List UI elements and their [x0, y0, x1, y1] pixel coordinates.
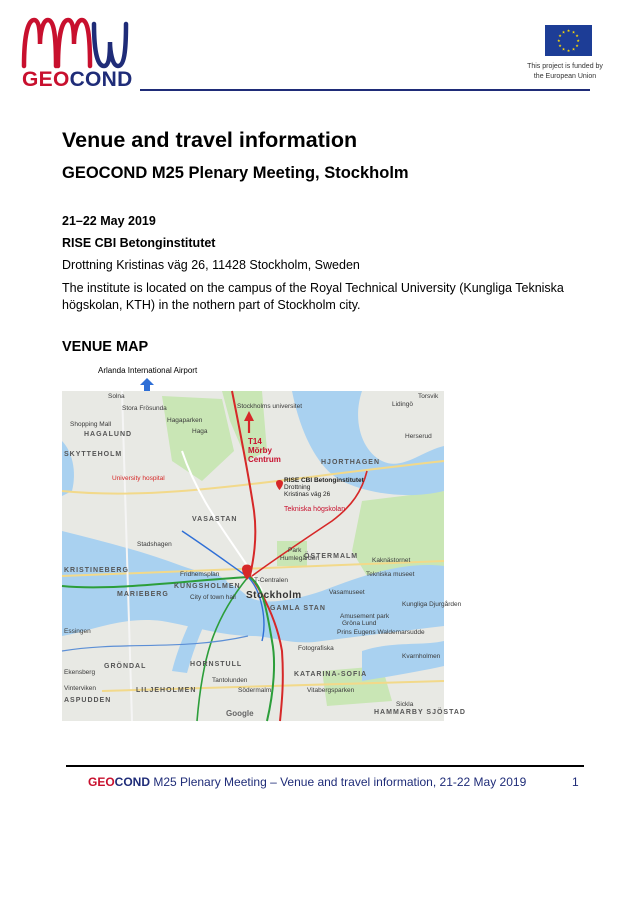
map-label-university-hospital: University hospital — [112, 475, 165, 482]
svg-text:★: ★ — [575, 33, 579, 38]
eu-note-line2: the European Union — [533, 73, 597, 80]
map-label-kristineberg: KRISTINEBERG — [64, 567, 129, 574]
map-label-essingen: Essingen — [64, 628, 91, 635]
logo-cond-text: COND — [69, 68, 133, 91]
map-label-ekensberg: Ekensberg — [64, 669, 96, 676]
eu-flag-icon — [545, 25, 592, 56]
map-label-tekniska-museet: Tekniska museet — [366, 571, 415, 578]
map-label-hornstull: HORNSTULL — [190, 661, 243, 668]
map-label-grona-lund: Gröna Lund — [342, 620, 377, 627]
logo-wordmark — [22, 68, 133, 92]
airport-label: Arlanda International Airport — [98, 366, 198, 375]
map-label-humlegarden: Humlegården — [280, 555, 320, 562]
venue-pin-label-line1: RISE CBI Betonginstitutet — [284, 477, 364, 484]
venue-map-heading: VENUE MAP — [62, 339, 149, 355]
footer-rule — [66, 765, 584, 767]
page-subtitle: GEOCOND M25 Plenary Meeting, Stockholm — [62, 164, 409, 182]
footer-geo: GEO — [88, 775, 115, 789]
map-label-park: Park — [288, 547, 302, 554]
map-label-amusement-park: Amusement park — [340, 613, 390, 620]
map-label-solna: Solna — [108, 393, 125, 400]
google-logo: Google — [226, 709, 254, 718]
map-label-kaknastornet: Kaknästornet — [372, 557, 411, 564]
venue-name: RISE CBI Betonginstitutet — [62, 236, 216, 250]
page-footer — [88, 775, 526, 789]
map-label-gamla-stan: GAMLA STAN — [270, 605, 326, 612]
svg-text:★: ★ — [571, 29, 576, 35]
map-label-aspudden: ASPUDDEN — [64, 697, 112, 704]
svg-text:★: ★ — [566, 28, 571, 33]
t14-label-line1: T14 — [248, 437, 262, 446]
footer-cond: COND — [114, 775, 151, 789]
header-rule — [140, 89, 590, 91]
map-label-fotografiska: Fotografiska — [298, 645, 334, 652]
map-label-vinterviken: Vinterviken — [64, 685, 97, 692]
map-label-vasamuseet: Vasamuseet — [329, 589, 365, 596]
map-label-kungliga-djurgarden: Kungliga Djurgården — [402, 601, 462, 608]
map-label-sickla: Sickla — [396, 701, 414, 708]
map-label-hammarby-sjostad: HAMMARBY SJÖSTAD — [374, 709, 466, 716]
svg-text:★: ★ — [557, 38, 561, 43]
venue-pin-label-line2: Drottning — [284, 484, 311, 491]
map-label-stadshagen: Stadshagen — [137, 541, 172, 548]
svg-text:★: ★ — [558, 33, 562, 38]
meeting-date: 21–22 May 2019 — [62, 214, 156, 228]
map-label-stora-frosunda: Stora Frösunda — [122, 405, 167, 412]
map-label-herserud: Herserud — [405, 433, 432, 440]
svg-text:★: ★ — [575, 43, 579, 48]
map-label-katarina-sofia: KATARINA-SOFIA — [294, 671, 368, 678]
map-label-city-hall: City of town hall — [190, 594, 236, 601]
map-label-vasastan: VASASTAN — [192, 516, 238, 523]
geocond-wave-icon — [18, 14, 140, 70]
map-label-kungsholmen: KUNGSHOLMEN — [174, 583, 241, 590]
map-label-ostermalm: ÖSTERMALM — [304, 553, 359, 560]
map-label-liljeholmen: LILJEHOLMEN — [136, 687, 197, 694]
venue-pin-label-line3: Kristinas väg 26 — [284, 491, 331, 498]
map-label-hagaparken: Hagaparken — [167, 417, 203, 424]
eu-note-line1: This project is funded by — [527, 63, 603, 70]
map-label-haga: Haga — [192, 428, 208, 435]
footer-text: M25 Plenary Meeting – Venue and travel information, 21-22 May 2019 — [150, 775, 527, 789]
t14-label-line3: Centrum — [248, 455, 281, 464]
map-label-centralen: T-Centralen — [254, 577, 288, 584]
map-label-stockholm-universitet: Stockholms universitet — [237, 403, 303, 410]
map-label-skytteholm: SKYTTEHOLM — [64, 451, 123, 458]
map-label-prins-eugens: Prins Eugens Waldemarsudde — [337, 629, 425, 636]
venue-map[interactable] — [62, 391, 466, 721]
eu-funding-note — [520, 62, 610, 82]
map-label-sodermalm: Södermalm — [238, 687, 272, 694]
geocond-logo — [18, 14, 140, 94]
map-label-vitabergsparken: Vitabergsparken — [307, 687, 355, 694]
map-label-kvarnholmen: Kvarnholmen — [402, 653, 441, 660]
map-label-stockholm: Stockholm — [246, 590, 302, 601]
map-label-hjorthagen: HJORTHAGEN — [321, 459, 381, 466]
kth-label: Tekniska högskolan — [284, 506, 346, 513]
map-label-torsvik: Torsvik — [418, 393, 439, 400]
map-label-tantolunden: Tantolunden — [212, 677, 248, 684]
map-label-hagalund: HAGALUND — [84, 431, 133, 438]
logo-geo-text: GEO — [22, 68, 70, 91]
svg-text:★: ★ — [561, 46, 566, 52]
map-label-marieberg: MARIEBERG — [117, 591, 169, 598]
arrow-up-icon — [140, 378, 154, 392]
venue-description: The institute is located on the campus of the Royal Technical University (Kungliga Tekniska högskolan, KTH) in the nothern part of Stockholm city. — [62, 281, 564, 312]
map-label-fridhemsplan: Fridhemsplan — [180, 571, 220, 578]
venue-address: Drottning Kristinas väg 26, 11428 Stockholm, Sweden — [62, 258, 360, 272]
map-label-shopping-mall: Shopping Mall — [70, 421, 112, 428]
svg-text:★: ★ — [558, 43, 562, 48]
page-number: 1 — [572, 775, 579, 789]
t14-label-line2: Mörby — [248, 446, 272, 455]
svg-text:★: ★ — [576, 38, 580, 43]
map-label-lidingo: Lidingö — [392, 401, 413, 408]
svg-text:★: ★ — [571, 46, 576, 52]
map-label-grondal: GRÖNDAL — [104, 663, 147, 670]
svg-text:★: ★ — [561, 29, 566, 35]
svg-text:★: ★ — [566, 48, 571, 53]
page-title: Venue and travel information — [62, 128, 358, 152]
